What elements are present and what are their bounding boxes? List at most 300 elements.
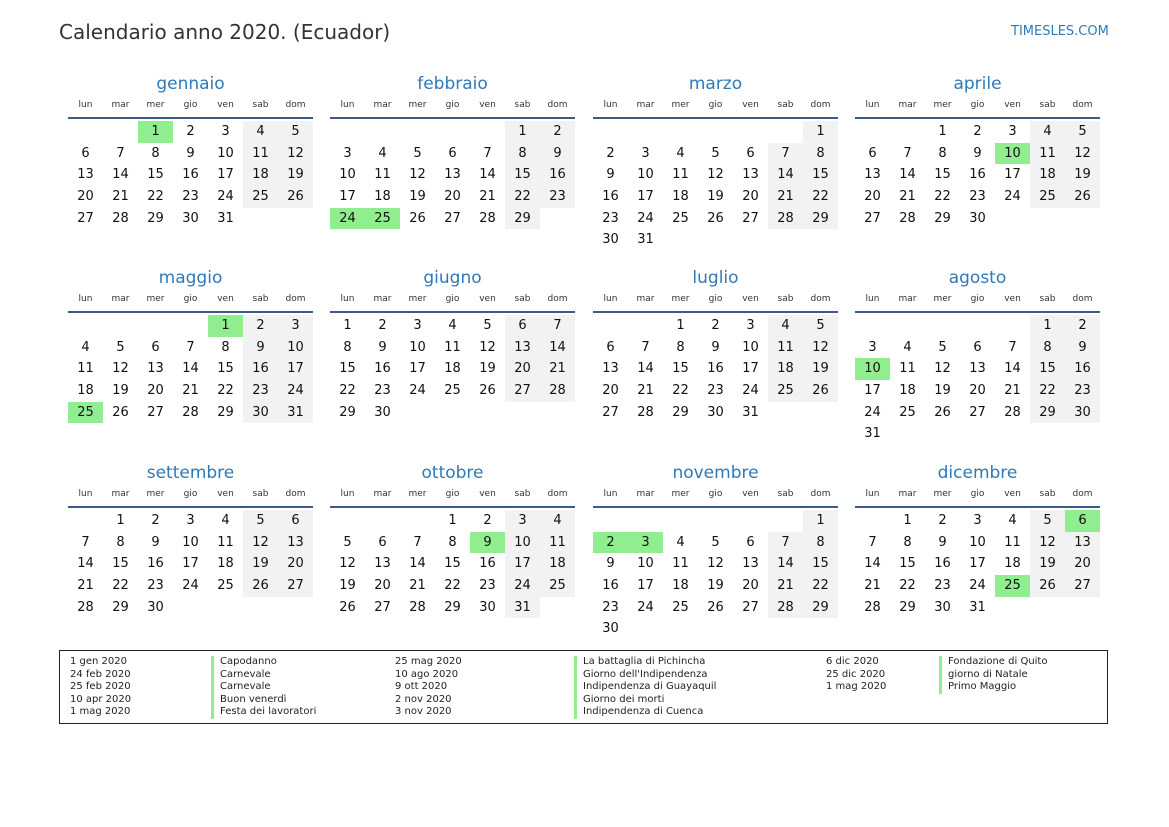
day-cell: 2	[606, 145, 615, 161]
day-cell: 28	[112, 210, 129, 226]
day-cell: 6	[448, 145, 457, 161]
day-cell: 30	[707, 404, 724, 420]
site-link[interactable]: TIMESLES.COM	[1011, 24, 1109, 39]
day-cell-weekend: 23	[540, 186, 575, 208]
day-cell: 26	[479, 383, 496, 399]
day-cell: 28	[409, 599, 426, 615]
weekday-header	[593, 96, 838, 114]
month-divider	[68, 311, 313, 313]
day-cell: 27	[969, 404, 986, 420]
weekday-label: mar	[373, 489, 392, 499]
day-cell-weekend: 18	[1030, 164, 1065, 186]
legend-date: 25 dic 2020	[826, 668, 886, 680]
day-cell: 13	[864, 167, 881, 183]
day-cell: 31	[864, 426, 881, 442]
day-cell: 24	[864, 404, 881, 420]
day-cell: 27	[742, 210, 759, 226]
day-cell-weekend: 26	[1065, 186, 1100, 208]
day-cell: 19	[112, 383, 129, 399]
day-cell-weekend: 10	[505, 532, 540, 554]
day-cell-weekend: 2	[540, 121, 575, 143]
day-cell: 8	[116, 534, 125, 550]
weekday-label: dom	[285, 489, 306, 499]
day-cell: 10	[969, 534, 986, 550]
day-cell: 1	[116, 513, 125, 528]
weekday-label: ven	[217, 294, 234, 304]
weekday-label: sab	[777, 100, 794, 110]
day-cell: 7	[641, 339, 650, 355]
day-cell: 6	[746, 534, 755, 550]
legend-dates-col1	[70, 656, 131, 719]
day-cell: 28	[479, 210, 496, 226]
day-cell: 15	[147, 167, 164, 183]
day-cell: 29	[339, 404, 356, 420]
day-cell: 26	[112, 404, 129, 420]
day-cell: 27	[444, 210, 461, 226]
month-maggio	[68, 266, 313, 423]
day-cell: 10	[637, 556, 654, 572]
day-cell: 3	[1008, 124, 1017, 139]
day-cell-weekend: 22	[803, 575, 838, 597]
legend-date: 1 mag 2020	[70, 706, 131, 718]
day-cell: 24	[637, 599, 654, 615]
day-cell-weekend: 3	[278, 315, 313, 337]
legend-holiday: Carnevale	[211, 669, 316, 682]
day-cell: 9	[938, 534, 947, 550]
weekday-header	[855, 96, 1100, 114]
month-agosto	[855, 266, 1100, 445]
legend-holiday: La battaglia di Pichincha	[574, 656, 716, 669]
month-divider	[593, 506, 838, 508]
day-cell: 6	[746, 145, 755, 161]
day-cell: 18	[672, 189, 689, 205]
day-cell-holiday: 25	[68, 402, 103, 424]
legend-names-col2	[574, 656, 716, 719]
day-cell: 7	[1008, 339, 1017, 355]
day-cell: 13	[374, 556, 391, 572]
day-cell: 20	[602, 383, 619, 399]
legend-holiday: Carnevale	[211, 681, 316, 694]
day-cell: 20	[374, 578, 391, 594]
day-cell: 11	[374, 167, 391, 183]
day-cell-weekend: 14	[768, 164, 803, 186]
weekday-label: mer	[671, 489, 690, 499]
day-cell: 26	[339, 599, 356, 615]
day-cell: 20	[742, 189, 759, 205]
day-cell-weekend: 29	[803, 597, 838, 619]
day-cell-weekend: 14	[768, 553, 803, 575]
day-cell: 16	[602, 189, 619, 205]
weekday-label: gio	[970, 294, 985, 304]
day-cell: 16	[602, 578, 619, 594]
day-cell: 15	[934, 167, 951, 183]
day-cell: 9	[973, 145, 982, 161]
weekday-header	[68, 485, 313, 503]
month-aprile	[855, 72, 1100, 229]
day-cell: 16	[969, 167, 986, 183]
day-cell-weekend: 21	[540, 358, 575, 380]
day-cell: 14	[182, 361, 199, 377]
month-settembre	[68, 461, 313, 618]
weekday-label: gio	[445, 294, 460, 304]
day-cell: 17	[637, 578, 654, 594]
day-cell-weekend: 15	[1030, 358, 1065, 380]
weekday-label: gio	[183, 294, 198, 304]
day-cell: 18	[374, 189, 391, 205]
day-cell-weekend: 6	[278, 510, 313, 532]
day-cell: 11	[672, 167, 689, 183]
legend-holiday: Indipendenza di Cuenca	[574, 706, 716, 719]
day-cell-weekend: 19	[278, 164, 313, 186]
day-cell: 31	[742, 404, 759, 420]
day-cell-holiday: 25	[365, 208, 400, 230]
day-cell-weekend: 30	[243, 402, 278, 424]
day-cell: 12	[707, 167, 724, 183]
day-cell: 4	[1008, 513, 1017, 528]
day-cell: 17	[339, 189, 356, 205]
day-cell: 20	[444, 189, 461, 205]
day-cell-weekend: 20	[1065, 553, 1100, 575]
weekday-label: mer	[933, 489, 952, 499]
day-cell: 21	[409, 578, 426, 594]
day-cell-weekend: 1	[1030, 315, 1065, 337]
weekday-header	[855, 290, 1100, 308]
month-dicembre	[855, 461, 1100, 618]
day-cell: 17	[969, 556, 986, 572]
day-cell: 29	[147, 210, 164, 226]
weekday-label: lun	[865, 100, 880, 110]
legend-date: 1 mag 2020	[826, 681, 887, 693]
day-cell: 20	[77, 189, 94, 205]
day-cell-weekend: 17	[505, 553, 540, 575]
day-cell: 24	[409, 383, 426, 399]
day-grid	[68, 121, 313, 229]
day-cell-weekend: 15	[803, 553, 838, 575]
month-name: ottobre	[421, 463, 484, 483]
day-cell: 12	[409, 167, 426, 183]
day-cell: 30	[602, 621, 619, 637]
day-cell-weekend: 3	[505, 510, 540, 532]
weekday-header	[593, 485, 838, 503]
day-cell: 1	[938, 124, 947, 139]
day-cell: 8	[676, 339, 685, 355]
day-cell-weekend: 18	[540, 553, 575, 575]
weekday-label: lun	[865, 294, 880, 304]
day-cell-weekend: 24	[278, 380, 313, 402]
weekday-label: dom	[810, 100, 831, 110]
day-cell: 26	[707, 210, 724, 226]
day-cell: 29	[444, 599, 461, 615]
day-cell: 14	[409, 556, 426, 572]
month-divider	[855, 311, 1100, 313]
day-cell: 13	[969, 361, 986, 377]
day-cell: 12	[479, 339, 496, 355]
day-cell: 21	[112, 189, 129, 205]
day-cell-holiday: 1	[208, 315, 243, 337]
day-cell: 6	[151, 339, 160, 355]
day-cell-weekend: 5	[278, 121, 313, 143]
day-cell: 30	[479, 599, 496, 615]
day-cell: 7	[903, 145, 912, 161]
month-divider	[855, 506, 1100, 508]
day-cell-weekend: 7	[768, 532, 803, 554]
day-cell-weekend: 9	[243, 337, 278, 359]
weekday-label: lun	[603, 100, 618, 110]
weekday-label: gio	[445, 489, 460, 499]
day-cell-weekend: 20	[278, 553, 313, 575]
day-cell-weekend: 23	[243, 380, 278, 402]
weekday-label: dom	[547, 294, 568, 304]
day-cell: 2	[483, 513, 492, 528]
month-divider	[593, 311, 838, 313]
month-luglio	[593, 266, 838, 423]
day-cell: 8	[151, 145, 160, 161]
day-cell: 12	[112, 361, 129, 377]
weekday-label: lun	[340, 294, 355, 304]
day-cell: 22	[339, 383, 356, 399]
day-cell: 20	[969, 383, 986, 399]
weekday-label: lun	[603, 294, 618, 304]
day-cell-weekend: 27	[278, 575, 313, 597]
day-cell-weekend: 5	[803, 315, 838, 337]
month-divider	[68, 506, 313, 508]
day-cell: 27	[374, 599, 391, 615]
day-cell: 13	[147, 361, 164, 377]
weekday-label: mer	[146, 489, 165, 499]
day-cell-weekend: 12	[1030, 532, 1065, 554]
day-cell: 20	[864, 189, 881, 205]
day-cell: 5	[483, 318, 492, 333]
day-cell: 9	[186, 145, 195, 161]
weekday-label: ven	[217, 100, 234, 110]
day-cell-weekend: 24	[505, 575, 540, 597]
day-cell: 16	[374, 361, 391, 377]
day-cell: 1	[676, 318, 685, 333]
month-divider	[330, 311, 575, 313]
day-cell: 17	[637, 189, 654, 205]
day-cell: 21	[479, 189, 496, 205]
day-cell-weekend: 30	[1065, 402, 1100, 424]
day-cell: 27	[602, 404, 619, 420]
day-cell-holiday: 10	[995, 143, 1030, 165]
day-cell-holiday: 10	[855, 358, 890, 380]
day-cell: 23	[602, 599, 619, 615]
day-cell: 14	[112, 167, 129, 183]
day-cell: 10	[217, 145, 234, 161]
day-cell-weekend: 12	[278, 143, 313, 165]
weekday-label: sab	[1039, 489, 1056, 499]
day-cell: 31	[969, 599, 986, 615]
day-cell-weekend: 19	[1030, 553, 1065, 575]
day-cell-weekend: 28	[768, 208, 803, 230]
day-cell: 22	[444, 578, 461, 594]
day-cell: 26	[934, 404, 951, 420]
day-cell: 18	[77, 383, 94, 399]
day-cell: 15	[339, 361, 356, 377]
month-divider	[593, 117, 838, 119]
day-cell: 2	[938, 513, 947, 528]
weekday-label: dom	[1072, 100, 1093, 110]
day-cell-weekend: 20	[505, 358, 540, 380]
day-cell-holiday: 24	[330, 208, 365, 230]
day-cell: 18	[444, 361, 461, 377]
day-cell-weekend: 27	[505, 380, 540, 402]
day-cell-weekend: 1	[803, 510, 838, 532]
weekday-label: sab	[252, 100, 269, 110]
legend-date: 1 gen 2020	[70, 656, 128, 667]
day-cell: 3	[973, 513, 982, 528]
legend-holiday: giorno di Natale	[939, 669, 1047, 682]
day-cell: 2	[378, 318, 387, 333]
day-cell: 3	[186, 513, 195, 528]
legend-date: 10 ago 2020	[395, 668, 459, 680]
day-grid	[593, 121, 838, 251]
day-cell: 15	[217, 361, 234, 377]
legend-holiday: Fondazione di Quito	[939, 656, 1047, 669]
weekday-label: mar	[373, 100, 392, 110]
day-cell: 18	[899, 383, 916, 399]
day-grid	[593, 315, 838, 423]
legend-date: 10 apr 2020	[70, 693, 132, 705]
weekday-label: mar	[636, 294, 655, 304]
day-cell: 11	[444, 339, 461, 355]
month-name: giugno	[423, 268, 482, 288]
legend-date: 3 nov 2020	[395, 706, 452, 718]
day-cell-weekend: 2	[243, 315, 278, 337]
month-febbraio	[330, 72, 575, 229]
weekday-label: dom	[547, 100, 568, 110]
weekday-label: mar	[898, 489, 917, 499]
day-cell: 26	[707, 599, 724, 615]
day-cell-weekend: 16	[540, 164, 575, 186]
weekday-label: mer	[408, 100, 427, 110]
day-cell-weekend: 15	[803, 164, 838, 186]
day-cell: 17	[1004, 167, 1021, 183]
weekday-label: ven	[1004, 294, 1021, 304]
day-cell: 28	[899, 210, 916, 226]
day-cell: 30	[374, 404, 391, 420]
day-cell-weekend: 26	[278, 186, 313, 208]
legend-holiday: Giorno dell'Indipendenza	[574, 669, 716, 682]
weekday-label: mar	[111, 100, 130, 110]
day-cell-weekend: 13	[505, 337, 540, 359]
day-cell: 16	[479, 556, 496, 572]
weekday-label: gio	[970, 489, 985, 499]
day-cell: 11	[672, 556, 689, 572]
day-cell-weekend: 1	[803, 121, 838, 143]
weekday-label: sab	[514, 489, 531, 499]
day-cell: 22	[217, 383, 234, 399]
day-cell: 20	[742, 578, 759, 594]
day-cell: 6	[973, 339, 982, 355]
day-cell: 16	[147, 556, 164, 572]
day-cell: 2	[711, 318, 720, 333]
day-cell: 1	[903, 513, 912, 528]
day-cell: 25	[444, 383, 461, 399]
month-ottobre	[330, 461, 575, 618]
day-cell: 19	[339, 578, 356, 594]
day-cell: 22	[934, 189, 951, 205]
day-cell: 10	[339, 167, 356, 183]
day-cell-weekend: 8	[505, 143, 540, 165]
weekday-label: mer	[671, 100, 690, 110]
legend-names-col1	[211, 656, 316, 719]
day-cell: 25	[672, 210, 689, 226]
day-cell: 12	[934, 361, 951, 377]
weekday-label: gio	[970, 100, 985, 110]
day-cell-weekend: 4	[540, 510, 575, 532]
holiday-legend	[59, 650, 1108, 724]
day-cell: 16	[707, 361, 724, 377]
day-cell: 29	[672, 404, 689, 420]
day-cell: 28	[864, 599, 881, 615]
day-cell: 30	[969, 210, 986, 226]
day-cell: 5	[413, 145, 422, 161]
day-cell: 26	[409, 210, 426, 226]
day-cell: 5	[711, 145, 720, 161]
month-marzo	[593, 72, 838, 251]
day-cell: 8	[221, 339, 230, 355]
day-cell: 4	[378, 145, 387, 161]
month-name: novembre	[672, 463, 759, 483]
day-cell: 16	[934, 556, 951, 572]
legend-date: 2 nov 2020	[395, 693, 452, 705]
day-cell-weekend: 21	[768, 575, 803, 597]
day-cell: 14	[479, 167, 496, 183]
weekday-label: sab	[777, 294, 794, 304]
day-cell-weekend: 23	[1065, 380, 1100, 402]
day-cell-weekend: 5	[243, 510, 278, 532]
day-cell: 23	[707, 383, 724, 399]
day-cell-weekend: 21	[768, 186, 803, 208]
day-cell-weekend: 16	[243, 358, 278, 380]
day-cell-weekend: 22	[1030, 380, 1065, 402]
day-cell: 6	[606, 339, 615, 355]
weekday-header	[330, 290, 575, 308]
day-cell-weekend: 29	[1030, 402, 1065, 424]
day-cell: 23	[479, 578, 496, 594]
day-cell: 4	[81, 339, 90, 355]
weekday-label: dom	[810, 489, 831, 499]
weekday-label: lun	[603, 489, 618, 499]
day-cell: 8	[903, 534, 912, 550]
day-cell: 7	[413, 534, 422, 550]
day-cell-weekend: 9	[1065, 337, 1100, 359]
day-cell: 6	[81, 145, 90, 161]
day-cell: 23	[147, 578, 164, 594]
day-cell: 22	[112, 578, 129, 594]
day-cell-weekend: 11	[768, 337, 803, 359]
legend-holiday: Capodanno	[211, 656, 316, 669]
day-cell-weekend: 13	[278, 532, 313, 554]
day-cell-weekend: 19	[1065, 164, 1100, 186]
weekday-header	[330, 485, 575, 503]
weekday-label: sab	[514, 294, 531, 304]
weekday-label: sab	[252, 294, 269, 304]
day-cell: 7	[81, 534, 90, 550]
day-cell: 20	[147, 383, 164, 399]
legend-date: 9 ott 2020	[395, 681, 448, 693]
day-cell-weekend: 13	[1065, 532, 1100, 554]
day-cell-weekend: 16	[1065, 358, 1100, 380]
day-cell: 17	[742, 361, 759, 377]
day-cell: 24	[969, 578, 986, 594]
day-cell: 22	[672, 383, 689, 399]
day-cell: 4	[448, 318, 457, 333]
day-cell-weekend: 17	[278, 358, 313, 380]
day-cell: 1	[343, 318, 352, 333]
weekday-label: dom	[547, 489, 568, 499]
